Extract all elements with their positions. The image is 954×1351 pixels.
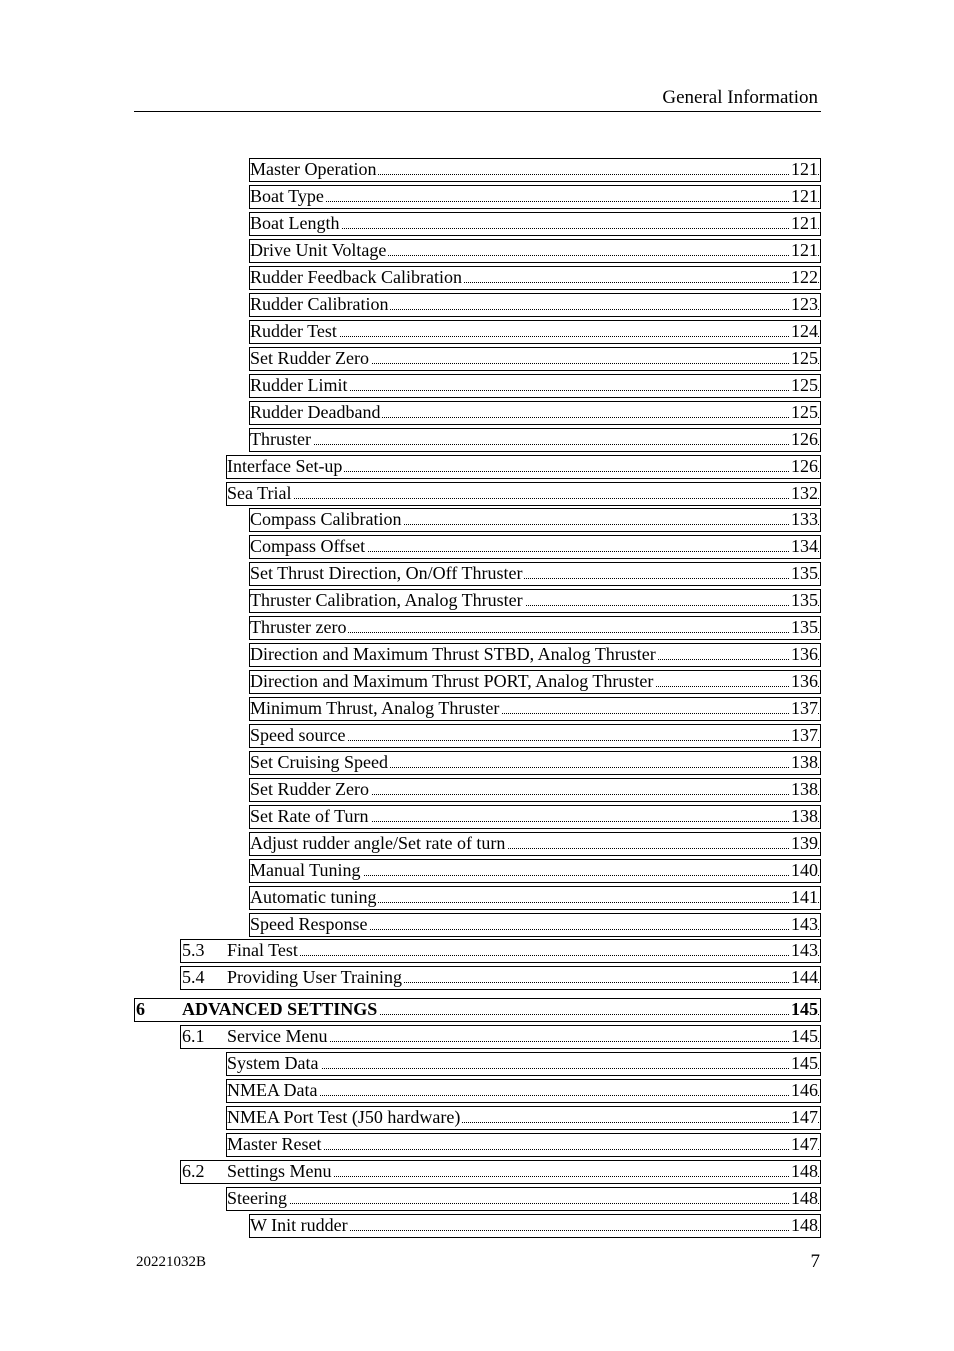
toc-entry-title: Master Reset xyxy=(227,1134,322,1154)
toc-entry[interactable] xyxy=(249,643,821,667)
toc-entry-page: 148 xyxy=(791,1215,818,1235)
toc-entry[interactable] xyxy=(180,1025,821,1049)
toc-entry-title: System Data xyxy=(227,1053,319,1073)
toc-entry-body xyxy=(227,967,819,988)
toc-entry-link[interactable] xyxy=(250,267,820,289)
toc-entry-page: 145 xyxy=(791,999,818,1019)
toc-entry[interactable] xyxy=(249,805,821,829)
toc-entry[interactable] xyxy=(249,508,821,532)
toc-entry[interactable] xyxy=(226,1106,821,1130)
toc-entry-body xyxy=(250,375,819,396)
toc-entry[interactable] xyxy=(226,1187,821,1211)
toc-entry-page: 139 xyxy=(791,833,818,853)
toc-entry-link[interactable] xyxy=(250,509,820,531)
toc-entry-title: Speed source xyxy=(250,725,346,745)
toc-entry-title: Set Rate of Turn xyxy=(250,806,369,826)
toc-entry-body xyxy=(250,509,819,530)
toc-entry[interactable] xyxy=(249,239,821,263)
dot-leader xyxy=(250,201,819,202)
toc-entry-number: 6 xyxy=(136,999,145,1019)
toc-entry-page: 121 xyxy=(791,186,818,206)
toc-entry-body xyxy=(250,429,819,450)
toc-entry-page: 123 xyxy=(791,294,818,314)
toc-entry-title: Providing User Training xyxy=(227,967,403,987)
toc-entry-body xyxy=(227,1080,819,1101)
toc-entry-link[interactable] xyxy=(250,402,820,424)
dot-leader xyxy=(250,444,819,445)
toc-entry-body xyxy=(250,698,819,719)
toc-entry-page: 122 xyxy=(791,267,818,287)
toc-entry-page: 132 xyxy=(791,483,818,503)
toc-entry-page: 121 xyxy=(791,159,818,179)
toc-entry-link[interactable] xyxy=(250,213,820,235)
toc-entry-title: Final Test xyxy=(227,940,298,960)
toc-entry-link[interactable] xyxy=(250,752,820,774)
toc-entry-title: Thruster Calibration, Analog Thruster xyxy=(250,590,523,610)
toc-entry-number: 5.4 xyxy=(182,967,205,987)
toc-entry[interactable] xyxy=(249,832,821,856)
toc-entry-title: Thruster zero xyxy=(250,617,347,637)
page-number: 7 xyxy=(810,1251,820,1272)
toc-entry-link[interactable] xyxy=(181,1161,820,1183)
toc-entry-page: 138 xyxy=(791,752,818,772)
toc-entry-body xyxy=(250,294,819,315)
toc-entry-link[interactable] xyxy=(250,348,820,370)
toc-entry-link[interactable] xyxy=(250,159,820,181)
toc-entry-page: 145 xyxy=(791,1053,818,1073)
dot-leader xyxy=(227,955,819,956)
toc-entry-title: W Init rudder xyxy=(250,1215,348,1235)
toc-entry-body xyxy=(250,806,819,827)
toc-entry-title: Direction and Maximum Thrust STBD, Analog Thruster xyxy=(250,644,656,664)
toc-entry-link[interactable] xyxy=(250,240,820,262)
toc-entry-page: 138 xyxy=(791,806,818,826)
toc-entry-body xyxy=(227,1161,819,1182)
toc-entry[interactable] xyxy=(249,859,821,883)
toc-entry-title: ADVANCED SETTINGS xyxy=(182,999,378,1019)
toc-entry-link[interactable] xyxy=(250,186,820,208)
toc-entry-title: NMEA Port Test (J50 hardware) xyxy=(227,1107,461,1127)
toc-entry-title: Rudder Deadband xyxy=(250,402,381,422)
toc-entry-page: 135 xyxy=(791,590,818,610)
toc-entry-link[interactable] xyxy=(250,833,820,855)
toc-entry-link[interactable] xyxy=(135,999,820,1021)
toc-entry-body xyxy=(250,348,819,369)
toc-entry-link[interactable] xyxy=(250,590,820,612)
toc-entry-page: 146 xyxy=(791,1080,818,1100)
toc-entry[interactable] xyxy=(249,401,821,425)
toc-entry[interactable] xyxy=(249,185,821,209)
toc-entry[interactable] xyxy=(226,1052,821,1076)
toc-entry-title: Set Rudder Zero xyxy=(250,348,369,368)
toc-entry-link[interactable] xyxy=(250,887,820,909)
toc-entry-body xyxy=(227,940,819,961)
toc-entry-body xyxy=(250,752,819,773)
toc-entry-number: 6.1 xyxy=(182,1026,205,1046)
toc-entry-title: NMEA Data xyxy=(227,1080,318,1100)
toc-entry-body xyxy=(227,456,819,477)
toc-entry-link[interactable] xyxy=(250,429,820,451)
toc-entry-body xyxy=(250,267,819,288)
toc-entry[interactable] xyxy=(249,913,821,937)
toc-entry-page: 125 xyxy=(791,348,818,368)
toc-entry[interactable] xyxy=(249,428,821,452)
toc-entry-page: 126 xyxy=(791,429,818,449)
toc-entry-link[interactable] xyxy=(227,1107,820,1129)
toc-entry-body xyxy=(250,644,819,665)
toc-entry[interactable] xyxy=(249,562,821,586)
toc-entry-title: Rudder Test xyxy=(250,321,337,341)
toc-entry-body xyxy=(227,1026,819,1047)
toc-entry[interactable] xyxy=(249,724,821,748)
toc-entry-page: 135 xyxy=(791,563,818,583)
toc-entry-link[interactable] xyxy=(181,967,820,989)
toc-entry-title: Direction and Maximum Thrust PORT, Analog Thruster xyxy=(250,671,654,691)
toc-entry-page: 124 xyxy=(791,321,818,341)
toc-entry-link[interactable] xyxy=(250,806,820,828)
toc-entry-body xyxy=(250,617,819,638)
toc-entry-link[interactable] xyxy=(250,725,820,747)
toc-entry[interactable] xyxy=(226,1079,821,1103)
toc-entry-title: Master Operation xyxy=(250,159,377,179)
toc-entry-body xyxy=(227,1134,819,1155)
toc-entry-title: Compass Offset xyxy=(250,536,366,556)
document-code: 20221032B xyxy=(136,1254,207,1270)
toc-entry-title: Drive Unit Voltage xyxy=(250,240,387,260)
dot-leader xyxy=(227,1203,819,1204)
toc-entry-body xyxy=(250,887,819,908)
toc-entry-link[interactable] xyxy=(227,1188,820,1210)
toc-entry-page: 140 xyxy=(791,860,818,880)
toc-entry-body xyxy=(250,860,819,881)
toc-entry-link[interactable] xyxy=(181,1026,820,1048)
toc-entry-link[interactable] xyxy=(227,1053,820,1075)
toc-entry-link[interactable] xyxy=(250,617,820,639)
toc-entry-title: Rudder Limit xyxy=(250,375,348,395)
toc-entry-link[interactable] xyxy=(227,1134,820,1156)
toc-entry-page: 138 xyxy=(791,779,818,799)
toc-entry-page: 135 xyxy=(791,617,818,637)
toc-entry-number: 6.2 xyxy=(182,1161,205,1181)
toc-entry-title: Sea Trial xyxy=(227,483,292,503)
toc-entry-link[interactable] xyxy=(250,671,820,693)
toc-entry-page: 144 xyxy=(791,967,818,987)
toc-entry-page: 126 xyxy=(791,456,818,476)
toc-entry-body xyxy=(250,671,819,692)
toc-entry-title: Adjust rudder angle/Set rate of turn xyxy=(250,833,506,853)
toc-entry-link[interactable] xyxy=(250,644,820,666)
toc-entry-page: 125 xyxy=(791,402,818,422)
toc-entry-body xyxy=(250,213,819,234)
toc-entry[interactable] xyxy=(249,374,821,398)
toc-entry[interactable] xyxy=(249,778,821,802)
toc-entry-link[interactable] xyxy=(181,940,820,962)
toc-entry-link[interactable] xyxy=(250,321,820,343)
dot-leader xyxy=(227,498,819,499)
toc-entry-page: 136 xyxy=(791,671,818,691)
toc-entry-body xyxy=(250,914,819,935)
toc-entry-title: Interface Set-up xyxy=(227,456,343,476)
toc-entry[interactable] xyxy=(249,212,821,236)
toc-entry-title: Set Thrust Direction, On/Off Thruster xyxy=(250,563,523,583)
toc-entry[interactable] xyxy=(226,1133,821,1157)
toc-entry-body xyxy=(182,999,819,1020)
toc-entry-body xyxy=(250,1215,819,1236)
toc-entry-page: 136 xyxy=(791,644,818,664)
toc-entry-page: 143 xyxy=(791,940,818,960)
toc-entry-body xyxy=(250,725,819,746)
toc-entry-page: 141 xyxy=(791,887,818,907)
toc-entry-body xyxy=(250,563,819,584)
toc-entry-title: Service Menu xyxy=(227,1026,328,1046)
toc-entry[interactable] xyxy=(180,966,821,990)
toc-entry-body xyxy=(227,1053,819,1074)
toc-entry[interactable] xyxy=(249,670,821,694)
toc-entry-page: 137 xyxy=(791,725,818,745)
toc-entry-body xyxy=(250,321,819,342)
toc-entry[interactable] xyxy=(249,697,821,721)
toc-entry-body xyxy=(250,536,819,557)
toc-entry-title: Rudder Calibration xyxy=(250,294,389,314)
toc-entry[interactable] xyxy=(249,751,821,775)
toc-entry-title: Rudder Feedback Calibration xyxy=(250,267,462,287)
toc-entry[interactable] xyxy=(226,482,821,506)
toc-entry-link[interactable] xyxy=(250,860,820,882)
toc-entry-title: Steering xyxy=(227,1188,287,1208)
toc-entry-page: 121 xyxy=(791,240,818,260)
toc-entry-link[interactable] xyxy=(250,294,820,316)
toc-entry[interactable] xyxy=(249,535,821,559)
toc-entry-link[interactable] xyxy=(250,563,820,585)
toc-entry-page: 147 xyxy=(791,1134,818,1154)
toc-entry[interactable] xyxy=(249,589,821,613)
toc-entry-title: Thruster xyxy=(250,429,311,449)
toc-entry-body xyxy=(250,159,819,180)
toc-entry-page: 125 xyxy=(791,375,818,395)
toc-entry-link[interactable] xyxy=(250,698,820,720)
toc-entry[interactable] xyxy=(134,998,821,1022)
toc-entry[interactable] xyxy=(249,293,821,317)
toc-entry-page: 143 xyxy=(791,914,818,934)
toc-entry[interactable] xyxy=(180,939,821,963)
toc-entry-title: Automatic tuning xyxy=(250,887,377,907)
toc-entry[interactable] xyxy=(249,347,821,371)
toc-entry-page: 134 xyxy=(791,536,818,556)
toc-entry-link[interactable] xyxy=(250,536,820,558)
toc-entry-title: Manual Tuning xyxy=(250,860,361,880)
toc-entry-body xyxy=(250,240,819,261)
toc-entry[interactable] xyxy=(180,1160,821,1184)
toc-entry-link[interactable] xyxy=(227,456,820,478)
toc-entry-body xyxy=(227,1107,819,1128)
toc-entry-title: Boat Type xyxy=(250,186,324,206)
toc-entry-title: Speed Response xyxy=(250,914,368,934)
toc-entry-body xyxy=(227,483,819,504)
toc-entry[interactable] xyxy=(249,1214,821,1238)
toc-entry-body xyxy=(250,186,819,207)
toc-entry[interactable] xyxy=(226,455,821,479)
toc-entry[interactable] xyxy=(249,886,821,910)
toc-entry[interactable] xyxy=(249,320,821,344)
toc-entry-link[interactable] xyxy=(250,914,820,936)
toc-entry-link[interactable] xyxy=(250,1215,820,1237)
toc-entry-page: 137 xyxy=(791,698,818,718)
toc-entry-title: Minimum Thrust, Analog Thruster xyxy=(250,698,500,718)
toc-entry-title: Set Cruising Speed xyxy=(250,752,388,772)
header-title: General Information xyxy=(662,87,818,108)
toc-entry-page: 145 xyxy=(791,1026,818,1046)
toc-entry-page: 148 xyxy=(791,1188,818,1208)
toc-entry-link[interactable] xyxy=(250,779,820,801)
toc-entry-link[interactable] xyxy=(227,483,820,505)
toc-entry-title: Compass Calibration xyxy=(250,509,402,529)
toc-entry-body xyxy=(227,1188,819,1209)
toc-entry-page: 121 xyxy=(791,213,818,233)
toc-entry-link[interactable] xyxy=(250,375,820,397)
toc-entry-body xyxy=(250,779,819,800)
toc-entry-page: 147 xyxy=(791,1107,818,1127)
toc-entry-body xyxy=(250,402,819,423)
toc-entry-title: Set Rudder Zero xyxy=(250,779,369,799)
toc-entry-link[interactable] xyxy=(227,1080,820,1102)
toc-entry-page: 148 xyxy=(791,1161,818,1181)
toc-entry[interactable] xyxy=(249,266,821,290)
toc-entry-title: Boat Length xyxy=(250,213,340,233)
toc-entry-body xyxy=(250,590,819,611)
toc-entry[interactable] xyxy=(249,158,821,182)
toc-entry-page: 133 xyxy=(791,509,818,529)
toc-entry-title: Settings Menu xyxy=(227,1161,332,1181)
toc-entry-body xyxy=(250,833,819,854)
toc-entry-number: 5.3 xyxy=(182,940,205,960)
toc-entry[interactable] xyxy=(249,616,821,640)
